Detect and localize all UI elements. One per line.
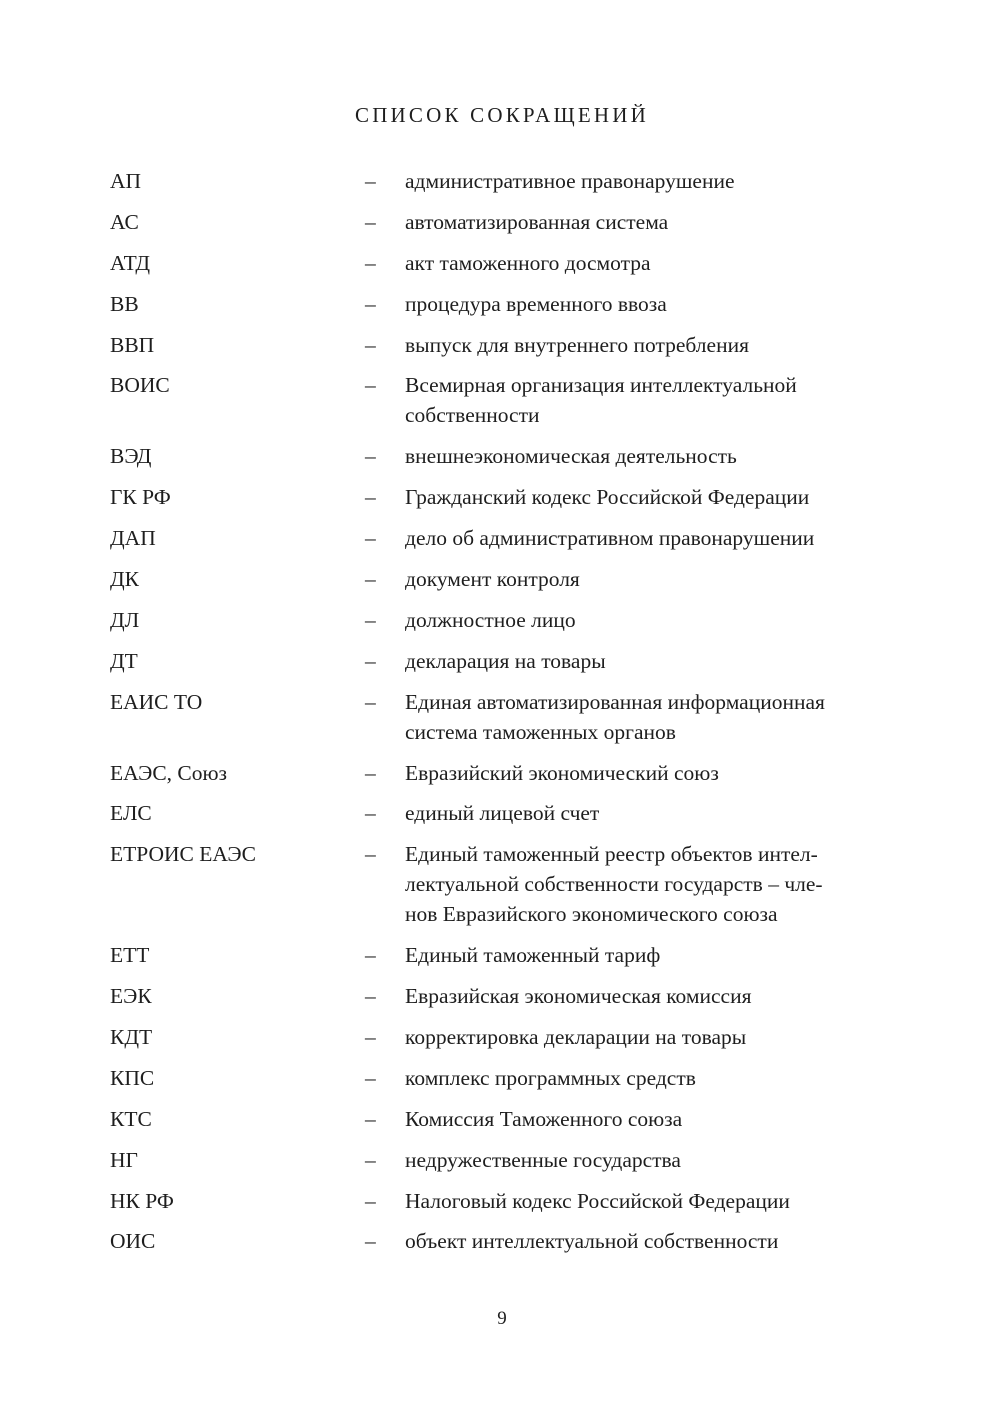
dash-separator: –: [365, 648, 376, 673]
list-item: [110, 1063, 894, 1093]
dash-separator: –: [365, 1229, 376, 1254]
definition: декларация на товары: [405, 648, 606, 673]
page-number: 9: [497, 1308, 507, 1329]
list-item: [110, 646, 894, 676]
dash-separator: –: [365, 607, 376, 632]
abbreviation: ГК РФ: [110, 485, 171, 510]
dash-separator: –: [365, 760, 376, 785]
abbreviation: ДАП: [110, 526, 156, 551]
list-item: [110, 207, 894, 237]
list-item: [110, 1145, 894, 1175]
list-item: [110, 1104, 894, 1134]
abbreviation: ОИС: [110, 1229, 156, 1254]
list-item: [110, 839, 894, 929]
list-item: [110, 166, 894, 196]
page-title: СПИСОК СОКРАЩЕНИЙ: [354, 103, 649, 127]
definition: комплекс программных средств: [405, 1065, 696, 1090]
abbreviation-list: [110, 166, 894, 1267]
abbreviation: НГ: [110, 1147, 138, 1172]
abbreviation: ВВ: [110, 291, 139, 316]
abbreviation: ВВП: [110, 332, 155, 357]
dash-separator: –: [365, 984, 376, 1009]
list-item: [110, 758, 894, 788]
list-item: [110, 482, 894, 512]
list-item: [110, 1022, 894, 1052]
definition: Гражданский кодекс Российской Федерации: [405, 485, 810, 510]
definition: Комиссия Таможенного союза: [405, 1106, 683, 1131]
dash-separator: –: [365, 444, 376, 469]
abbreviation: ЕЭК: [110, 984, 152, 1009]
dash-separator: –: [365, 332, 376, 357]
definition: акт таможенного досмотра: [405, 250, 651, 275]
list-item: [110, 981, 894, 1011]
definition: дело об административном правонарушении: [405, 526, 815, 551]
definition: объект интеллектуальной собственности: [405, 1229, 779, 1254]
abbreviation: ЕАИС ТО: [110, 689, 203, 714]
abbreviation: ВОИС: [110, 373, 170, 398]
definition: Евразийская экономическая комиссия: [405, 984, 752, 1009]
list-item: [110, 1186, 894, 1216]
dash-separator: –: [365, 801, 376, 826]
dash-separator: –: [365, 1065, 376, 1090]
dash-separator: –: [365, 526, 376, 551]
definition: корректировка декларации на товары: [405, 1025, 747, 1050]
definition: Единый таможенный тариф: [405, 943, 661, 968]
definition: административное правонарушение: [405, 169, 735, 193]
abbreviation: ЕАЭС, Союз: [110, 760, 228, 785]
abbreviation: АП: [110, 169, 142, 193]
definition: Всемирная организация интеллектуальной собственности: [405, 373, 797, 428]
definition: недружественные государства: [405, 1147, 681, 1172]
dash-separator: –: [365, 842, 376, 867]
dash-separator: –: [365, 1025, 376, 1050]
list-item: [110, 687, 894, 747]
abbreviation: АТД: [110, 250, 151, 275]
definition: Единая автоматизированная информационная система таможенных органов: [405, 689, 825, 744]
abbreviation: ЕЛС: [110, 801, 152, 826]
list-item: [110, 370, 894, 430]
dash-separator: –: [365, 373, 376, 398]
abbreviation: КДТ: [110, 1025, 153, 1050]
abbreviation: ДЛ: [110, 607, 140, 632]
definition: автоматизированная система: [405, 209, 669, 234]
list-item: [110, 441, 894, 471]
abbreviation: АС: [110, 209, 139, 234]
list-item: [110, 1226, 894, 1256]
definition: документ контроля: [405, 567, 580, 592]
dash-separator: –: [365, 291, 376, 316]
abbreviation: ДК: [110, 567, 140, 592]
definition: Налоговый кодекс Российской Федерации: [405, 1188, 790, 1213]
dash-separator: –: [365, 567, 376, 592]
list-item: [110, 289, 894, 319]
dash-separator: –: [365, 1147, 376, 1172]
list-item: [110, 523, 894, 553]
dash-separator: –: [365, 1188, 376, 1213]
list-item: [110, 605, 894, 635]
dash-separator: –: [365, 485, 376, 510]
list-item: [110, 564, 894, 594]
dash-separator: –: [365, 169, 376, 193]
abbreviation: КТС: [110, 1106, 152, 1131]
definition: единый лицевой счет: [405, 801, 600, 826]
list-item: [110, 798, 894, 828]
list-item: [110, 330, 894, 360]
dash-separator: –: [365, 209, 376, 234]
dash-separator: –: [365, 943, 376, 968]
definition: процедура временного ввоза: [405, 291, 667, 316]
definition: Евразийский экономический союз: [405, 760, 719, 785]
list-item: [110, 248, 894, 278]
dash-separator: –: [365, 689, 376, 714]
definition: Единый таможенный реестр объектов интел- лектуальной собственности государств – чле- нов Евразийского экономического союза: [405, 842, 823, 927]
dash-separator: –: [365, 1106, 376, 1131]
abbreviation: КПС: [110, 1065, 155, 1090]
list-item: [110, 940, 894, 970]
abbreviation: ЕТТ: [110, 943, 150, 968]
dash-separator: –: [365, 250, 376, 275]
definition: внешнеэкономическая деятельность: [405, 444, 737, 469]
abbreviation: ЕТРОИС ЕАЭС: [110, 842, 256, 867]
definition: должностное лицо: [405, 607, 576, 632]
abbreviation: ВЭД: [110, 444, 152, 469]
abbreviation: НК РФ: [110, 1188, 174, 1213]
definition: выпуск для внутреннего потребления: [405, 332, 749, 357]
abbreviation: ДТ: [110, 648, 138, 673]
